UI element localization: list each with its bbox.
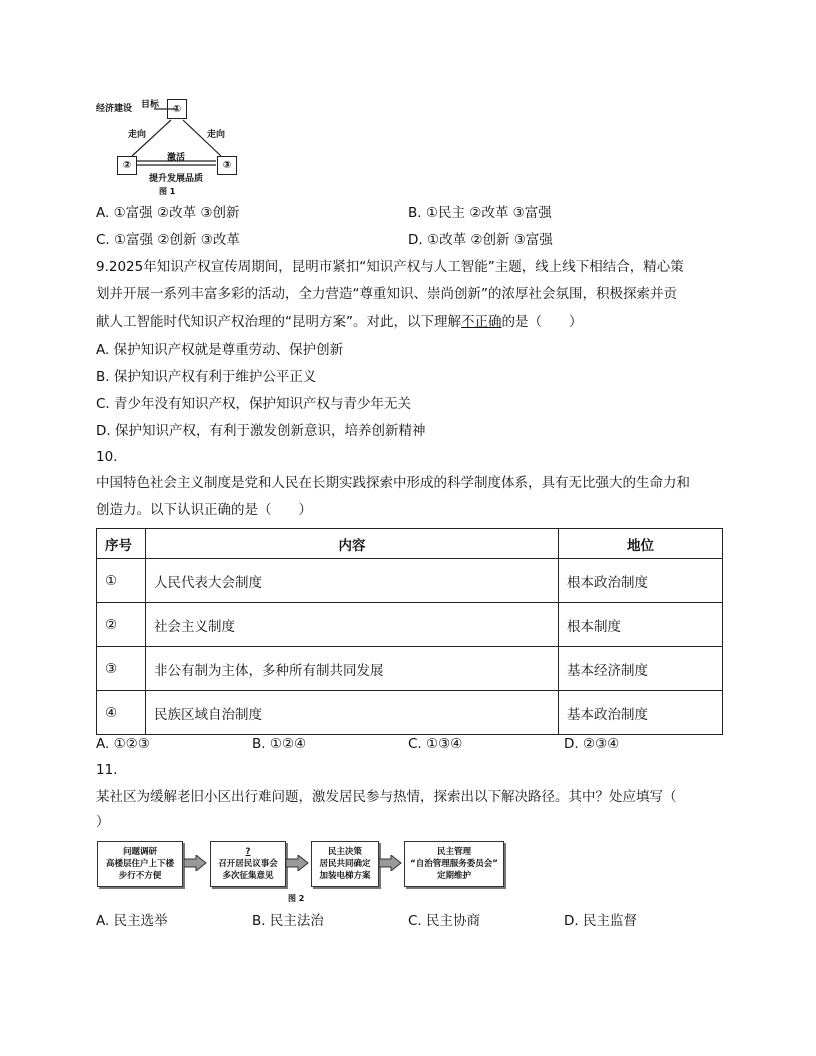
q9-option-d: D. 保护知识产权，有利于激发创新意识，培养创新精神 bbox=[96, 423, 426, 439]
q9-underlined-word: 不正确 bbox=[461, 314, 502, 330]
row-index: ② bbox=[97, 603, 146, 647]
flow-step-4-title: 民主管理 bbox=[436, 847, 471, 857]
flow-step-3-line-1: 居民共同确定 bbox=[319, 859, 371, 869]
flow-step-4-line-1: “自治管理服务委员会” bbox=[410, 859, 498, 869]
flow-step-1-line-1: 高楼层住户上下楼 bbox=[105, 859, 174, 869]
flow-step-4 bbox=[404, 841, 504, 887]
q9-stem-line-1: 9.2025年知识产权宣传周期间，昆明市紧扣“知识产权与人工智能”主题，线上线下相结合，精心策 bbox=[96, 259, 684, 275]
row-status: 基本政治制度 bbox=[559, 691, 723, 735]
q11-number: 11. bbox=[96, 762, 118, 778]
fig1-node-3: ③ bbox=[217, 156, 237, 175]
row-content: 人民代表大会制度 bbox=[146, 559, 559, 603]
q11-stem-line-1: 某社区为缓解老旧小区出行难问题，激发居民参与热情，探索出以下解决路径。其中？处应填写（ bbox=[96, 789, 677, 805]
flow-step-2-title: ? bbox=[245, 847, 251, 857]
flow-step-3-title: 民主决策 bbox=[327, 847, 362, 857]
fig1-target-label: 目标 bbox=[141, 100, 160, 110]
q11-option-c: C. 民主协商 bbox=[408, 913, 481, 929]
q9-stem-line-2: 划并开展一系列丰富多彩的活动，全力营造“尊重知识、崇尚创新”的浓厚社会氛围，积极探索并贡 bbox=[96, 286, 677, 302]
fig1-caption: 图 1 bbox=[159, 187, 176, 196]
row-index: ④ bbox=[97, 691, 146, 735]
q9-option-a: A. 保护知识产权就是尊重劳动、保护创新 bbox=[96, 342, 344, 358]
q11-option-b: B. 民主法治 bbox=[252, 913, 324, 929]
q10-option-a: A. ①②③ bbox=[96, 736, 150, 752]
fig1-left-edge-label: 走向 bbox=[128, 130, 147, 140]
q10-option-b: B. ①②④ bbox=[252, 736, 307, 752]
q11-stem-line-2: ） bbox=[96, 814, 110, 830]
fig1-bottom-label: 提升发展品质 bbox=[149, 174, 204, 184]
q9-line3-pre: 献人工智能时代知识产权治理的“昆明方案”。对此，以下理解 bbox=[96, 314, 461, 330]
flow-step-3 bbox=[311, 841, 379, 887]
flow-step-3-line-2: 加装电梯方案 bbox=[319, 871, 371, 881]
flow-step-2 bbox=[210, 841, 286, 887]
fig1-left-label: 经济建设 bbox=[96, 104, 133, 114]
q8-option-d: D. ①改革 ②创新 ③富强 bbox=[408, 232, 553, 248]
q10-option-c: C. ①③④ bbox=[408, 736, 463, 752]
table-row bbox=[97, 691, 723, 735]
q9-stem-line-3 bbox=[96, 313, 583, 331]
q8-option-a: A. ①富强 ②改革 ③创新 bbox=[96, 205, 240, 221]
fig2-caption: 图 2 bbox=[288, 894, 305, 903]
fig1-node-2: ② bbox=[117, 156, 137, 175]
row-status: 基本经济制度 bbox=[559, 647, 723, 691]
flow-step-4-line-2: 定期维护 bbox=[436, 871, 471, 881]
fig1-mid-edge-label: 激活 bbox=[167, 153, 186, 163]
row-index: ③ bbox=[97, 647, 146, 691]
right-arrow-icon bbox=[379, 855, 403, 871]
header-status: 地位 bbox=[559, 529, 723, 559]
flow-step-2-line-2: 多次征集意见 bbox=[222, 871, 274, 881]
q10-stem-line-2: 创造力。以下认识正确的是（ ） bbox=[96, 502, 312, 518]
row-content: 非公有制为主体，多种所有制共同发展 bbox=[146, 647, 559, 691]
q11-option-d: D. 民主监督 bbox=[564, 913, 637, 929]
flow-step-2-line-1: 召开居民议事会 bbox=[218, 859, 278, 869]
q10-table bbox=[96, 528, 723, 735]
row-content: 社会主义制度 bbox=[146, 603, 559, 647]
table-row bbox=[97, 647, 723, 691]
row-status: 根本政治制度 bbox=[559, 559, 723, 603]
row-content: 民族区域自治制度 bbox=[146, 691, 559, 735]
flow-step-1-title: 问题调研 bbox=[122, 847, 157, 857]
q10-number: 10. bbox=[96, 449, 118, 465]
q10-stem-line-1: 中国特色社会主义制度是党和人民在长期实践探索中形成的科学制度体系，具有无比强大的生命力和 bbox=[96, 475, 690, 491]
fig1-right-edge-label: 走向 bbox=[207, 130, 226, 140]
header-content: 内容 bbox=[146, 529, 559, 559]
fig1-node-1: ① bbox=[167, 99, 187, 119]
table-row bbox=[97, 559, 723, 603]
q9-option-c: C. 青少年没有知识产权，保护知识产权与青少年无关 bbox=[96, 396, 412, 412]
q11-option-a: A. 民主选举 bbox=[96, 913, 168, 929]
flow-step-1 bbox=[97, 841, 183, 887]
right-arrow-icon bbox=[184, 855, 208, 871]
q9-option-b: B. 保护知识产权有利于维护公平正义 bbox=[96, 369, 317, 385]
q10-option-d: D. ②③④ bbox=[564, 736, 620, 752]
header-index: 序号 bbox=[97, 529, 146, 559]
row-status: 根本制度 bbox=[559, 603, 723, 647]
q9-line3-post: 的是（ ） bbox=[501, 314, 583, 330]
row-index: ① bbox=[97, 559, 146, 603]
q8-option-c: C. ①富强 ②创新 ③改革 bbox=[96, 232, 240, 248]
table-row bbox=[97, 603, 723, 647]
q8-option-b: B. ①民主 ②改革 ③富强 bbox=[408, 205, 552, 221]
right-arrow-icon bbox=[286, 855, 310, 871]
flow-step-1-line-2: 步行不方便 bbox=[118, 871, 162, 881]
table-header-row bbox=[97, 529, 723, 559]
